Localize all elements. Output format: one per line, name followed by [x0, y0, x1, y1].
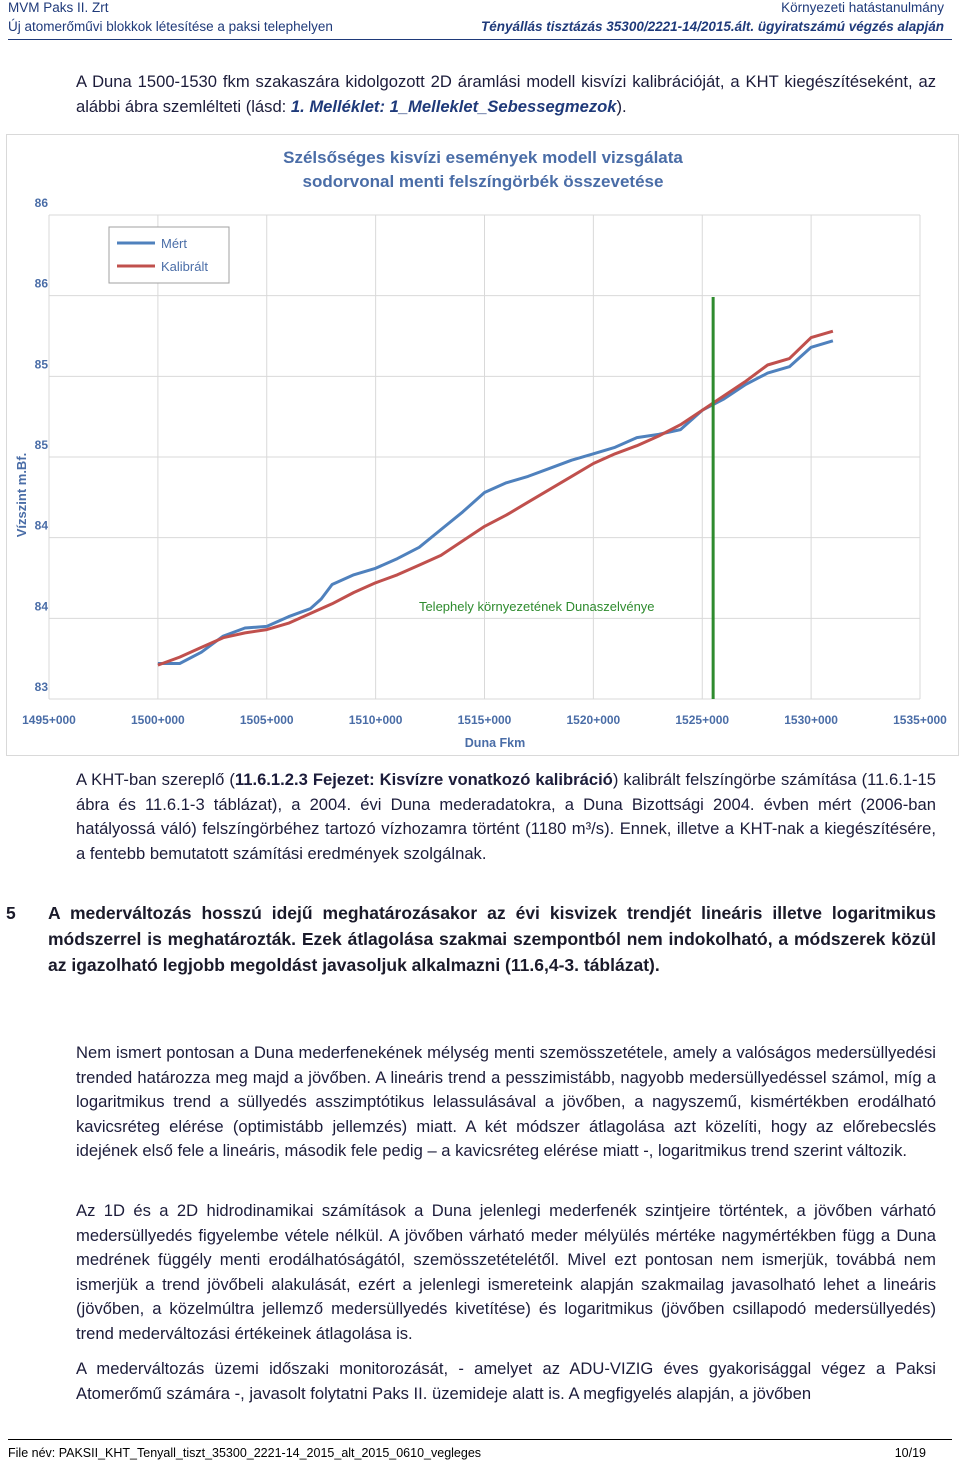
header-project: Új atomerőművi blokkok létesítése a paksi telephelyen [8, 19, 333, 34]
section-5-text: A mederváltozás hosszú idejű meghatározásakor az évi kisvizek trendjét lineáris illetve logaritmikus módszerrel is meghatározták. Ezek átlagolása szakmai szempontból nem indokolható, a módszerek közül az igazolható legjobb megoldást javasoljuk alkalmazni (11.6,4-3. táblázat). [48, 903, 936, 975]
x-axis-label: Duna Fkm [464, 736, 526, 750]
footer-filename: File név: PAKSII_KHT_Tenyall_tiszt_35300_2221-14_2015_alt_2015_0610_vegleges [8, 1446, 482, 1460]
chart-title: Szélsőséges kisvízi események modell vizsgálata [283, 148, 683, 167]
intro-text-end: ). [616, 96, 627, 116]
x-tick-label: 1530+000 [784, 713, 838, 727]
p1-text-start: A KHT-ban szereplő ( [76, 770, 235, 789]
x-tick-label: 1510+000 [348, 713, 403, 727]
legend-label-calibrated: Kalibrált [161, 259, 208, 274]
header-company: MVM Paks II. Zrt [8, 0, 109, 15]
y-tick-label: 84 [34, 599, 48, 614]
intro-text: A Duna 1500-1530 fkm szakaszára kidolgozott 2D áramlási modell kisvízi kalibrációját, a KHT kiegészítéseként, az alábbi ábra szemlélteti (lásd: [76, 72, 936, 116]
chart-svg [7, 135, 958, 755]
chart-grid [49, 215, 920, 699]
annex-link[interactable]: 1. Melléklet: 1_Melleklet_Sebessegmezok [290, 96, 617, 116]
y-tick-label: 83 [34, 680, 48, 694]
header-doc-type: Környezeti hatástanulmány [781, 0, 944, 15]
header-reference: Tényállás tisztázás 35300/2221-14/2015.ált. ügyiratszámú végzés alapján [480, 19, 944, 34]
chart-subtitle: sodorvonal menti felszíngörbék összevetése [302, 172, 664, 191]
footer-divider [8, 1439, 952, 1440]
y-tick-label: 86 [34, 196, 48, 210]
paragraph-trend: Nem ismert pontosan a Duna mederfenekének mélység menti szemösszetétele, amely a valóságos medersüllyedési trended határozza meg majd a jövőben. A lineáris trend a pesszimistább, nagyobb medersüllyedéssel számol, míg a logaritmikus trend a süllyedés asszimptótikus lelassulásával a jövőben, a nagyszemű, kismértékben erodálható kavicsréteg elérése (optimistább jellemzés) miatt. A két módszer átlagolása azt közelíti, hogy az előrebecslés idejének első fele a lineáris, második fele pedig – a kavicsréteg elérése miatt -, logaritmikus trend szerint változik. [76, 1043, 936, 1160]
y-tick-label: 85 [34, 357, 48, 372]
x-tick-label: 1515+000 [457, 713, 512, 727]
chart-marker [419, 297, 713, 699]
x-tick-label: 1520+000 [566, 713, 621, 727]
header-divider [8, 39, 952, 40]
page-header [8, 0, 952, 40]
paragraph-hydrodynamics: Az 1D és a 2D hidrodinamikai számítások a Duna jelenlegi mederfenék szintjeire történtek, a jövőben várható medersüllyedés figyelembe vétele nélkül. A jövőben várható meder mélyülés mértéke nagymértékben függ a Duna medrének függély menti erodálhatóságától, szemösszetételétől. Mivel ezt pontosan nem ismerjük, továbbá nem ismerjük a trend jövőbeli alakulását, ezért a jelenlegi ismereteink alapján szakmailag javasolható lehet a lineáris (jövőben, a közelmúltra jellemző medersüllyedés kivetítése) és logaritmikus (jövőben csillapodó medersüllyedés) trend mederváltozási értékeinek átlagolása is. [76, 1201, 936, 1343]
site-section-label: Telephely környezetének Dunaszelvénye [418, 599, 655, 614]
calibration-paragraph [76, 768, 936, 866]
legend-label-measured: Mért [161, 236, 187, 251]
paragraph-monitoring: A mederváltozás üzemi időszaki monitorozását, - amelyet az ADU-VIZIG éves gyakorisággal végez a Paksi Atomerőmű számára -, javasolt folytatni Paks II. üzemideje alatt is. A megfigyelés alapján, a jövőben [76, 1359, 936, 1403]
series-line-calibrated [158, 331, 833, 665]
x-tick-label: 1535+000 [893, 713, 947, 727]
chart-series [158, 331, 833, 665]
footer-page-number: 10/19 [894, 1446, 926, 1460]
y-tick-label: 85 [34, 438, 48, 452]
water-level-chart [6, 134, 959, 756]
section-number: 5 [6, 903, 16, 923]
y-tick-label: 84 [34, 518, 48, 533]
x-tick-label: 1505+000 [239, 713, 294, 727]
chart-legend [109, 227, 229, 283]
y-axis-label: Vízszint m.Bf. [14, 452, 29, 538]
y-tick-label: 86 [34, 276, 48, 291]
x-tick-label: 1500+000 [131, 713, 185, 727]
x-tick-label: 1525+000 [675, 713, 730, 727]
p1-chapter-ref: 11.6.1.2.3 Fejezet: Kisvízre vonatkozó kalibráció [234, 770, 613, 789]
p1-text-end: ) kalibrált felszíngörbe számítása (11.6.1-15 ábra és 11.6.1-3 táblázat), a 2004. évi Duna mederadatokra, a Duna Bizottsági 2004. évben mért (2006-ban hatályossá váló) felszíngörbéhez tartozó vízhozamra történt (1180 m³/s). Ennek, illetve a KHT-nak a kiegészítésére, a fentebb bemutatott számítási eredmények szolgálnak. [76, 770, 937, 863]
x-tick-label: 1495+000 [22, 713, 76, 727]
intro-paragraph [76, 70, 936, 119]
